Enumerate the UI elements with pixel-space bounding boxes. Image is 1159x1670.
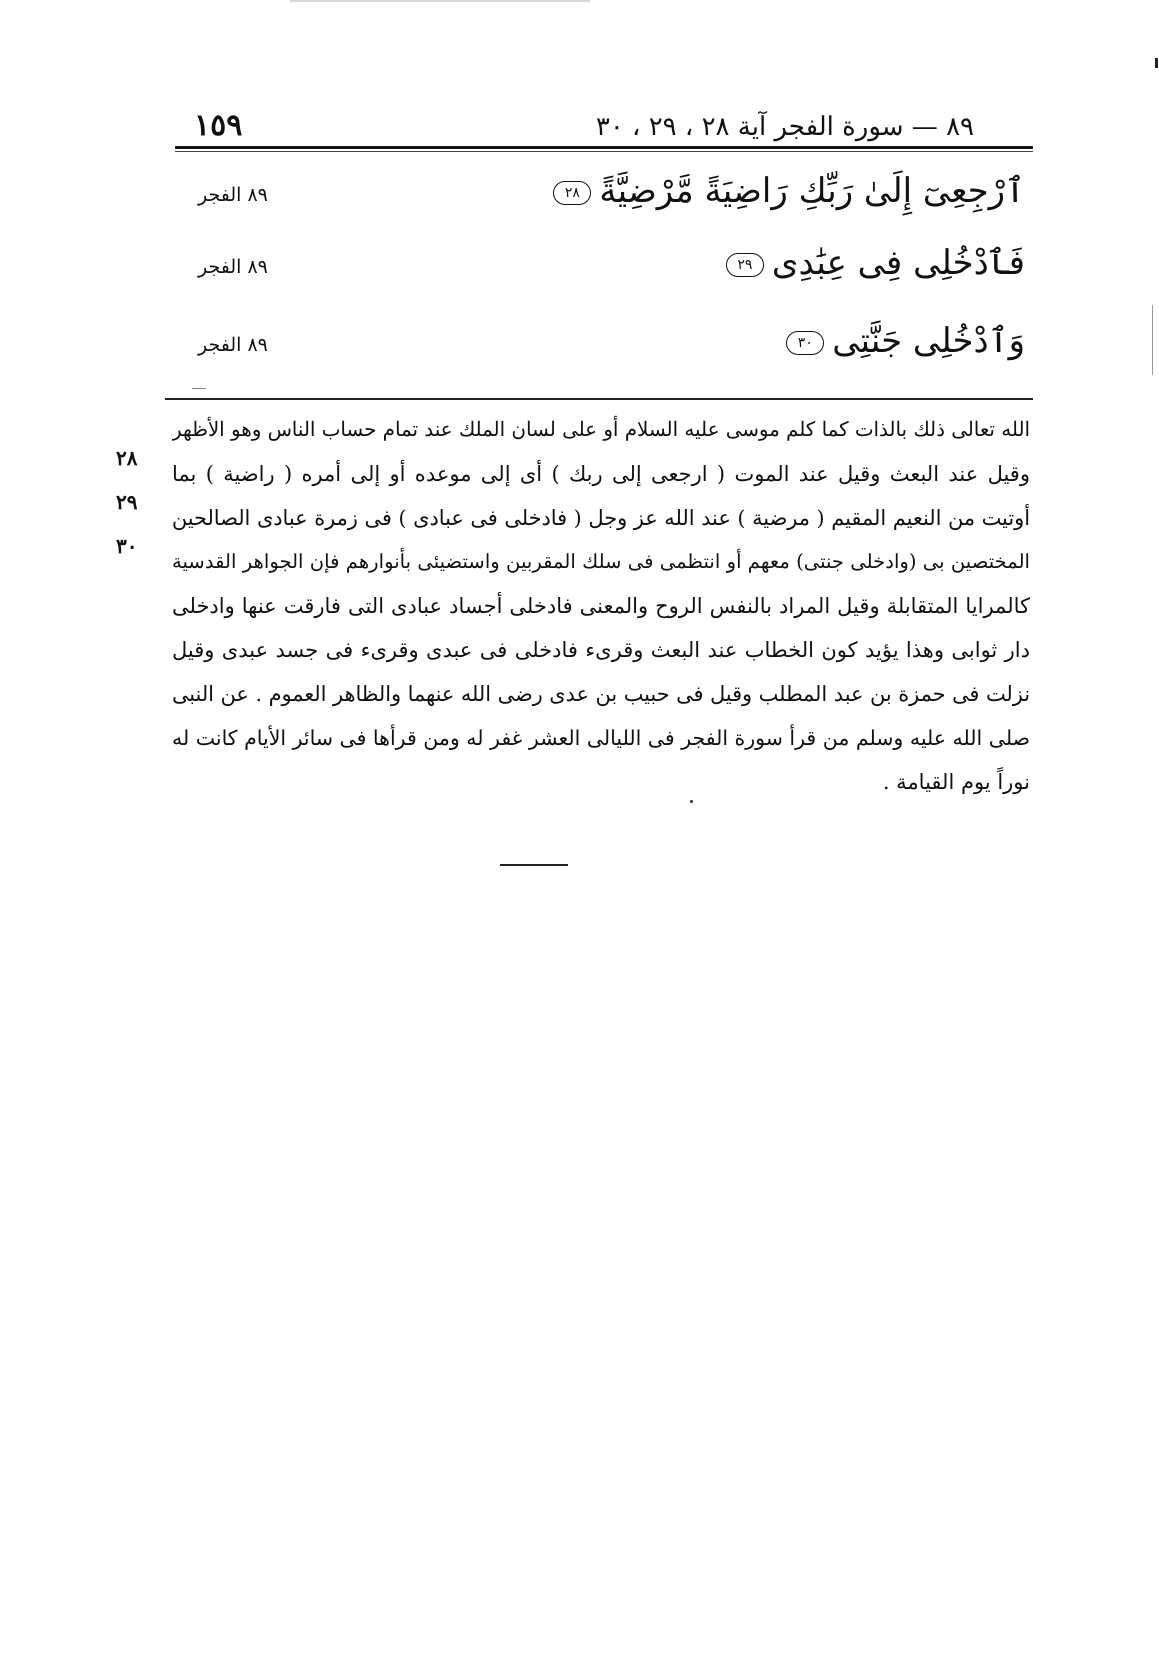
verse-reference: ٨٩ الفجر [198, 184, 268, 206]
end-rule [500, 864, 568, 866]
commentary-line: نزلت فى حمزة بن عبد المطلب وقيل فى حبيب بن عدى رضى الله عنهما والظاهر العموم . عن النبى [172, 682, 1030, 706]
verse-words: فَٱدْخُلِى فِى عِبَٰدِى [771, 243, 1025, 283]
verse-text [786, 320, 1025, 361]
verse-words: ٱرْجِعِىٓ إِلَىٰ رَبِّكِ رَاضِيَةً مَّرْضِيَّةً [599, 171, 1025, 211]
ayah-marker: ٢٨ [553, 181, 591, 205]
commentary-line: صلى الله عليه وسلم من قرأ سورة الفجر فى الليالى العشر غفر له ومن قرأها فى سائر الأيام كانت له [172, 726, 1030, 750]
page-header [172, 108, 1032, 148]
verse-text [553, 170, 1025, 211]
header-title: ٨٩ — سورة الفجر آية ٢٨ ، ٢٩ ، ٣٠ [595, 112, 974, 142]
page-number: ١٥٩ [194, 108, 243, 143]
verse-row-30 [180, 320, 1025, 380]
verse-row-28 [180, 170, 1025, 230]
header-rule [175, 146, 1033, 149]
commentary-divider [165, 398, 1033, 400]
scan-speck [690, 800, 693, 803]
scan-edge-mark [1155, 58, 1158, 68]
margin-verse-number: ٢٨ [116, 446, 138, 470]
commentary-line: وقيل عند البعث وقيل عند الموت ( ارجعى إلى ربك ) أى إلى موعده أو إلى أمره ( راضية ) بما [172, 462, 1030, 486]
commentary-line: نوراً يوم القيامة . [882, 770, 1030, 794]
scan-artifact-line [290, 0, 590, 2]
small-dash [192, 388, 206, 389]
verse-reference: ٨٩ الفجر [198, 334, 268, 356]
commentary-line: أوتيت من النعيم المقيم ( مرضية ) عند الله عز وجل ( فادخلى فى عبادى ) فى زمرة عبادى الصالحين [172, 506, 1030, 530]
verse-text [726, 242, 1025, 283]
scan-edge-line [1152, 305, 1153, 375]
margin-verse-number: ٢٩ [116, 490, 138, 514]
ayah-marker: ٣٠ [786, 331, 824, 355]
verse-reference: ٨٩ الفجر [198, 256, 268, 278]
header-rule-thin [175, 151, 1033, 152]
verse-row-29 [180, 242, 1025, 302]
verse-words: وَٱدْخُلِى جَنَّتِى [832, 321, 1025, 361]
ayah-marker: ٢٩ [726, 253, 764, 277]
commentary [172, 408, 1030, 804]
commentary-line: المختصين بى (وادخلى جنتى) معهم أو انتظمى فى سلك المقربين واستضيئى بأنوارهم فإن الجواهر القدسية [172, 550, 1030, 573]
commentary-line: دار ثوابى وهذا يؤيد كون الخطاب عند البعث وقرىء فادخلى فى عبدى وقرىء فى جسد عبدى وقيل [172, 638, 1030, 662]
margin-verse-number: ٣٠ [116, 534, 138, 558]
commentary-line: الله تعالى ذلك بالذات كما كلم موسى عليه السلام أو على لسان الملك عند تمام حساب الناس وهو الأظهر [172, 418, 1030, 441]
commentary-line: كالمرايا المتقابلة وقيل المراد بالنفس الروح والمعنى فادخلى أجساد عبادى التى فارقت عنها وادخلى [172, 594, 1030, 618]
